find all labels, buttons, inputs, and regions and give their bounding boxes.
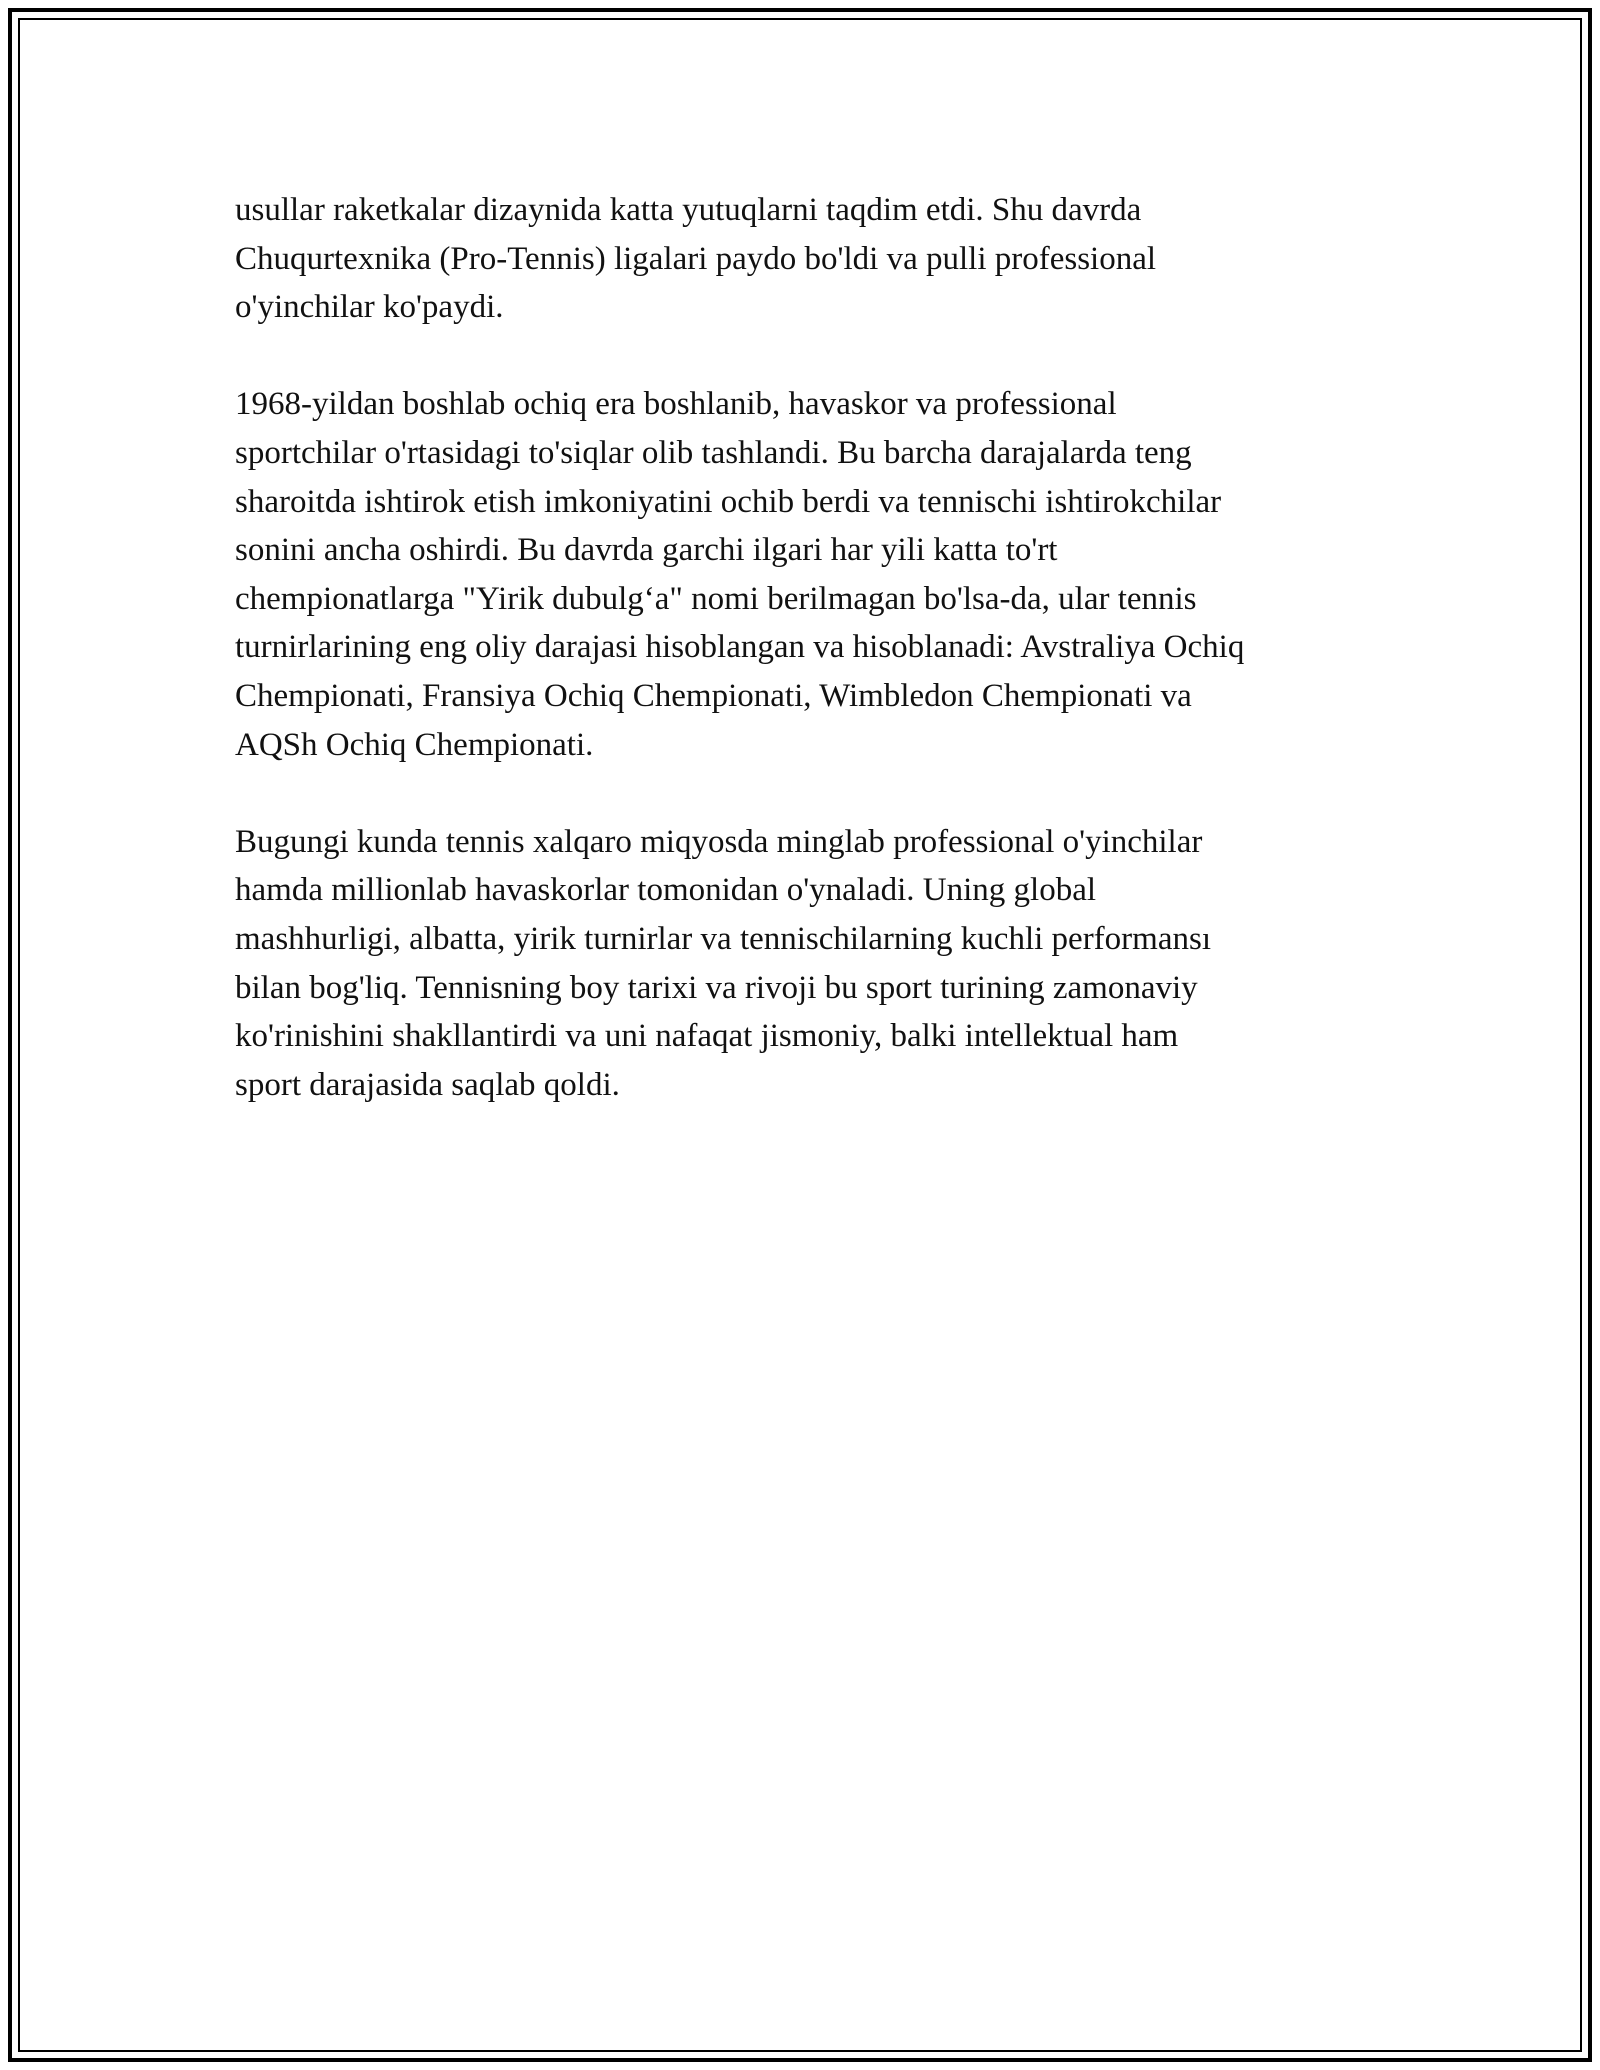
paragraph-racket-design: usullar raketkalar dizaynida katta yutuqlarni taqdim etdi. Shu davrda Chuqurtexnika (Pro-Tennis) ligalari paydo bo'ldi va pulli professional o'yinchilar ko'paydi. [235,192,1157,326]
paragraph-open-era: 1968-yildan boshlab ochiq era boshlanib, havaskor va professional sportchilar o'rtasidagi to'siqlar olib tashlandi. Bu barcha darajalarda teng sharoitda ishtirok etish imkoniyatini ochib berdi va tennischi ishtirokchilar sonini ancha oshirdi. Bu davrda garchi ilgari har yili katta to'rt chempionatlarga "Yirik dubulg‘a" nomi berilmagan bo'lsa-da, ular tennis turnirlarining eng oliy darajasi hisoblangan va hisoblanadi: Avstraliya Ochiq Chempionati, Fransiya Ochiq Chempionati, Wimbledon Chempionati va AQSh Ochiq Chempionati. [235,386,1245,763]
document-body [235,186,1400,1158]
paragraph-today: Bugungi kunda tennis xalqaro miqyosda minglab professional o'yinchilar hamda millionlab havaskorlar tomonidan o'ynaladi. Uning global mashhurligi, albatta, yirik turnirlar va tennischilarning kuchli performansı bilan bog'liq. Tennisning boy tarixi va rivoji bu sport turining zamonaviy ko'rinishini shakllantirdi va uni nafaqat jismoniy, balki intellektual ham sport darajasida saqlab qoldi. [235,823,1211,1103]
